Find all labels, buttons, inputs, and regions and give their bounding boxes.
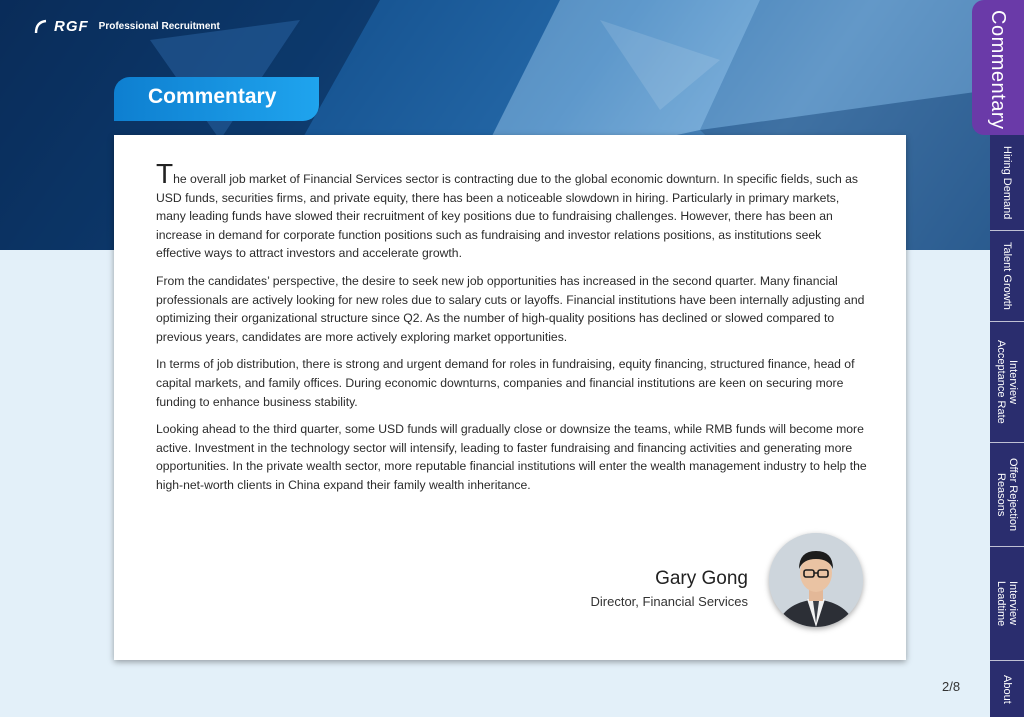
brand-logo[interactable]	[34, 18, 220, 35]
paragraph-4: Looking ahead to the third quarter, some USD funds will gradually close or downsize the teams, while RMB funds will become more active. Investment in the technology sector will intensify, leading to faster fundraising and financing activities and generating more opportunities. In the private wealth sector, more reputable financial institutions will enter the wealth management industry to help the high-net-worth clients in China expand their family wealth inheritance.	[156, 422, 867, 492]
nav-item-interview-leadtime[interactable]	[990, 547, 1024, 660]
paragraph-1-text: he overall job market of Financial Services sector is contracting due to the global economic downturn. In specific fields, such as USD funds, securities firms, and private equity, there has been a noticeable slowdown in hiring. Particularly in primary markets, many leading funds have slowed their recruitment of key positions due to fundraising challenges. However, there has been an increase in demand for corporate function positions such as fundraising and investor relations positions, as institutions seek effective ways to attract investors and accelerate growth.	[156, 172, 858, 261]
nav-label: Interview Acceptance Rate	[995, 340, 1019, 424]
drop-cap: T	[156, 158, 174, 189]
nav-label: About	[1001, 674, 1013, 704]
author-title: Director, Financial Services	[590, 594, 748, 609]
author-name: Gary Gong	[655, 568, 748, 589]
nav-label: Hiring Demand	[1001, 145, 1013, 220]
commentary-body	[156, 158, 868, 504]
nav-label: Interview Leadtime	[995, 580, 1019, 627]
paragraph-3: In terms of job distribution, there is strong and urgent demand for roles in fundraising, equity financing, structured finance, head of capital markets, and family offices. During economic downturns, companies and financial institutions are keen on securing more funding to enhance business stability.	[156, 357, 855, 409]
nav-label: Talent Growth	[1001, 242, 1013, 310]
nav-item-interview-acceptance-rate[interactable]	[990, 322, 1024, 442]
author-avatar	[769, 533, 863, 627]
logo-wordmark: RGF	[54, 18, 89, 35]
nav-item-hiring-demand[interactable]	[990, 135, 1024, 230]
page-number: 2/8	[942, 679, 961, 694]
paragraph-2: From the candidates’ perspective, the desire to seek new job opportunities has increased in the second quarter. Many financial professionals are actively looking for new roles due to salary cuts or layoffs. Financial institutions have been internally adjusting and optimizing their organizational structure since Q2. As the number of high-quality positions has declined or slowed compared to previous years, candidates are more actively exploring market opportunities.	[156, 273, 865, 344]
rgf-mark-icon	[34, 19, 48, 35]
logo-tagline: Professional Recruitment	[98, 21, 220, 32]
nav-label: Commentary	[987, 10, 1009, 130]
nav-item-offer-rejection-reasons[interactable]	[990, 443, 1024, 546]
nav-label: Offer Rejection Reasons	[995, 457, 1019, 532]
nav-item-commentary[interactable]	[972, 0, 1024, 135]
paragraph-1	[156, 158, 868, 263]
section-title: Commentary	[114, 77, 319, 121]
author-signature	[591, 568, 749, 609]
nav-item-talent-growth[interactable]	[990, 231, 1024, 321]
nav-item-about[interactable]	[990, 661, 1024, 717]
commentary-card	[114, 135, 906, 660]
person-portrait-icon	[769, 533, 863, 627]
